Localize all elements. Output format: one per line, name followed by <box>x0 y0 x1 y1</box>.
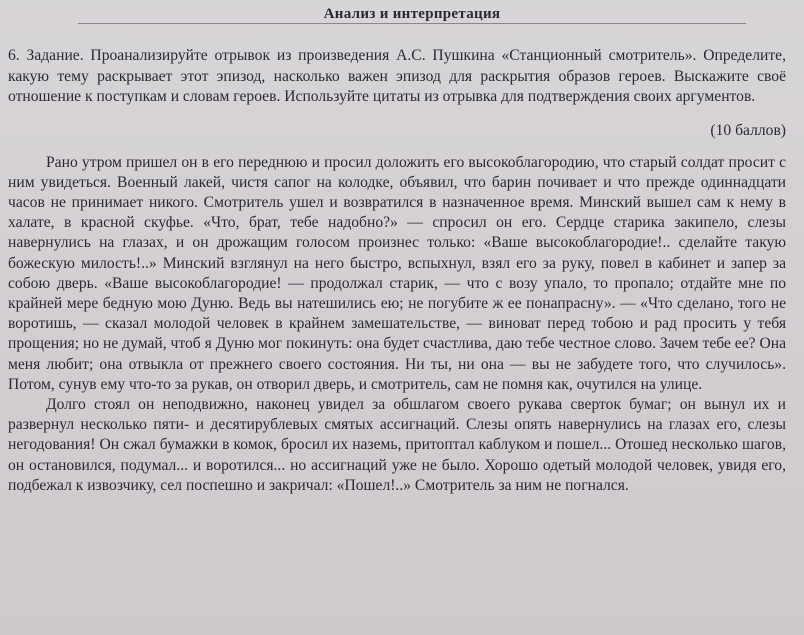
section-title: Анализ и интерпретация <box>78 0 746 24</box>
excerpt <box>8 153 786 496</box>
points-label: (10 баллов) <box>710 121 786 139</box>
excerpt-paragraph: Рано утром пришел он в его переднюю и просил доложить его высокоблагородию, что старый солдат просит с ним увидеться. Военный лакей, чистя сапог на колодке, объявил, что барин почивает и что прежде одиннадцати часов не принимает никого. Смотритель ушел и возвратился в назначенное время. Минский вышел сам к нему в халате, в красной скуфье. «Что, брат, тебе надобно?» — спросил он его. Сердце старика закипело, слезы навернулись на глазах, и он дрожащим голосом произнес только: «Ваше высокоблагородие!.. сделайте такую божескую милость!..» Минский взглянул на него быстро, вспыхнул, взял его за руку, повел в кабинет и запер за собою дверь. «Ваше высокоблагородие! — продолжал старик, — что с возу упало, то пропало; отдайте мне по крайней мере бедную мою Дуню. Ведь вы натешились ею; не погубите ж ее понапрасну». — «Что сделано, того не воротишь, — сказал молодой человек в крайнем замешательстве, — виноват перед тобою и рад просить у тебя прощения; но не думай, чтоб я Дуню мог покинуть: она будет счастлива, даю тебе честное слово. Зачем тебе ее? Она меня любит; она отвыкла от прежнего своего состояния. Ни ты, ни она — вы не забудете того, что случилось». Потом, сунув ему что-то за рукав, он отворил дверь, и смотритель, сам не помня как, очутился на улице. <box>8 153 786 393</box>
excerpt-paragraph: Долго стоял он неподвижно, наконец увидел за обшлагом своего рукава сверток бумаг; он вынул их и развернул несколько пяти- и десятирублевых смятых ассигнаций. Слезы опять навернулись на глазах его, слезы негодования! Он сжал бумажки в комок, бросил их наземь, притоптал каблуком и пошел... Отошед несколько шагов, он остановился, подумал... и воротился... но ассигнаций уже не было. Хорошо одетый молодой человек, увидя его, подбежал к извозчику, сел поспешно и закричал: «Пошел!..» Смотритель за ним не погнался. <box>8 395 786 494</box>
task-text: 6. Задание. Проанализируйте отрывок из произведения А.С. Пушкина «Станционный смотритель». Определите, какую тему раскрывает этот эпизод, насколько важен эпизод для раскрытия образов героев. Выскажите своё отношение к поступкам и словам героев. Используйте цитаты из отрывка для подтверждения своих аргументов. <box>8 47 786 105</box>
